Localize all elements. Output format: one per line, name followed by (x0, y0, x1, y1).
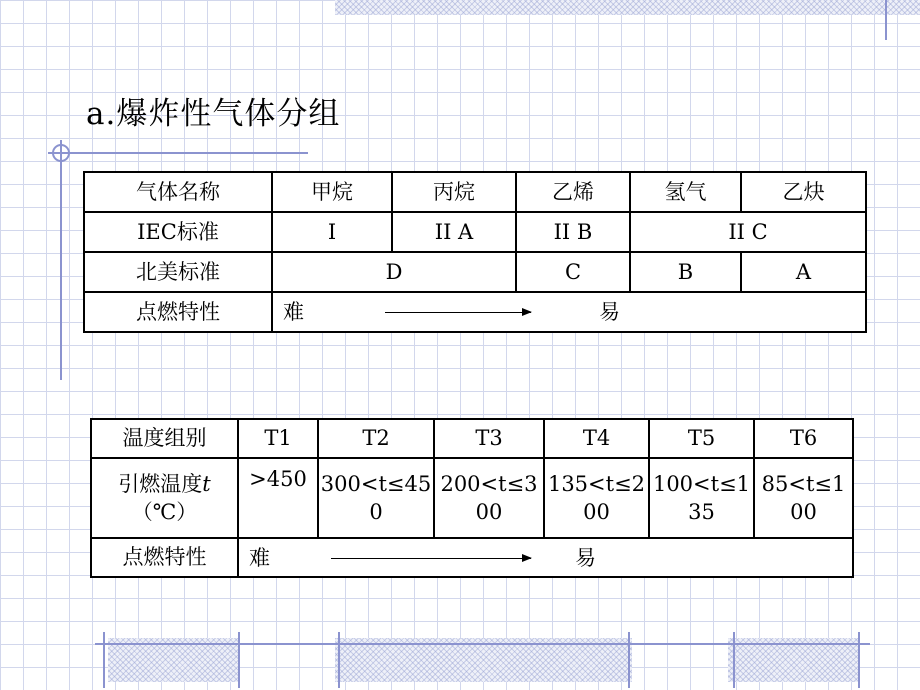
gas-name-cell: 乙烯 (516, 172, 630, 212)
iec-cell: II A (392, 212, 516, 252)
ignition-scale-cell (272, 292, 866, 332)
top-right-pattern-band (335, 0, 920, 15)
row-header-ignition-temp (91, 458, 238, 538)
ignition-easy-label: 易 (599, 299, 620, 324)
bottom-horizontal-line (95, 643, 870, 645)
temp-group-cell: T6 (754, 419, 853, 458)
bottom-right-vline-a (733, 632, 735, 688)
row-header-gas-name: 气体名称 (84, 172, 272, 212)
row-header-ignition: 点燃特性 (91, 538, 238, 577)
ignition-hard-label: 难 (283, 299, 304, 324)
ignition-hard-label: 难 (249, 545, 270, 570)
table-row (91, 538, 853, 577)
ignition-temp-cell: 100<t≤135 (649, 458, 754, 538)
gas-name-cell: 丙烷 (392, 172, 516, 212)
iec-cell: II B (516, 212, 630, 252)
row-header-north-america: 北美标准 (84, 252, 272, 292)
table-row (84, 252, 866, 292)
temp-group-cell: T4 (544, 419, 649, 458)
table-row (84, 172, 866, 212)
left-horizontal-line (48, 152, 308, 154)
bottom-center-vline-a (338, 632, 340, 688)
iec-cell: I (272, 212, 392, 252)
row-header-temp-group: 温度组别 (91, 419, 238, 458)
row-header-ignition: 点燃特性 (84, 292, 272, 332)
gas-name-cell: 乙炔 (741, 172, 866, 212)
bottom-right-vline-b (858, 632, 860, 688)
page-title: a.爆炸性气体分组 (86, 96, 341, 132)
ignition-temp-cell: 135<t≤200 (544, 458, 649, 538)
ignition-temp-cell: 85<t≤100 (754, 458, 853, 538)
table-row (84, 212, 866, 252)
ignition-temp-unit: （℃） (131, 500, 198, 524)
bottom-left-vline-a (103, 632, 105, 688)
na-cell: C (516, 252, 630, 292)
ignition-temp-variable: t (202, 471, 211, 496)
row-header-iec: IEC标准 (84, 212, 272, 252)
na-cell: A (741, 252, 866, 292)
right-arrow-icon (385, 312, 531, 313)
bottom-left-vline-b (238, 632, 240, 688)
table-row (91, 458, 853, 538)
iec-cell: II C (630, 212, 866, 252)
temp-group-cell: T5 (649, 419, 754, 458)
top-right-vertical-line (885, 0, 887, 40)
ignition-easy-label: 易 (575, 545, 596, 570)
ignition-temp-label: 引燃温度 (118, 471, 203, 496)
table-row (91, 419, 853, 458)
ignition-temp-cell: >450 (238, 458, 318, 538)
right-arrow-icon (331, 558, 531, 559)
left-circle-ornament (52, 144, 70, 162)
left-vertical-line (60, 140, 62, 380)
gas-name-cell: 氢气 (630, 172, 741, 212)
table-row (84, 292, 866, 332)
temp-group-cell: T3 (434, 419, 544, 458)
na-cell: D (272, 252, 516, 292)
gas-name-cell: 甲烷 (272, 172, 392, 212)
ignition-scale-cell (238, 538, 853, 577)
gas-group-table (83, 171, 867, 333)
ignition-temp-cell: 200<t≤300 (434, 458, 544, 538)
temp-group-cell: T1 (238, 419, 318, 458)
ignition-temp-cell: 300<t≤450 (318, 458, 434, 538)
na-cell: B (630, 252, 741, 292)
temp-group-cell: T2 (318, 419, 434, 458)
bottom-center-vline-b (628, 632, 630, 688)
temperature-group-table (90, 418, 854, 578)
